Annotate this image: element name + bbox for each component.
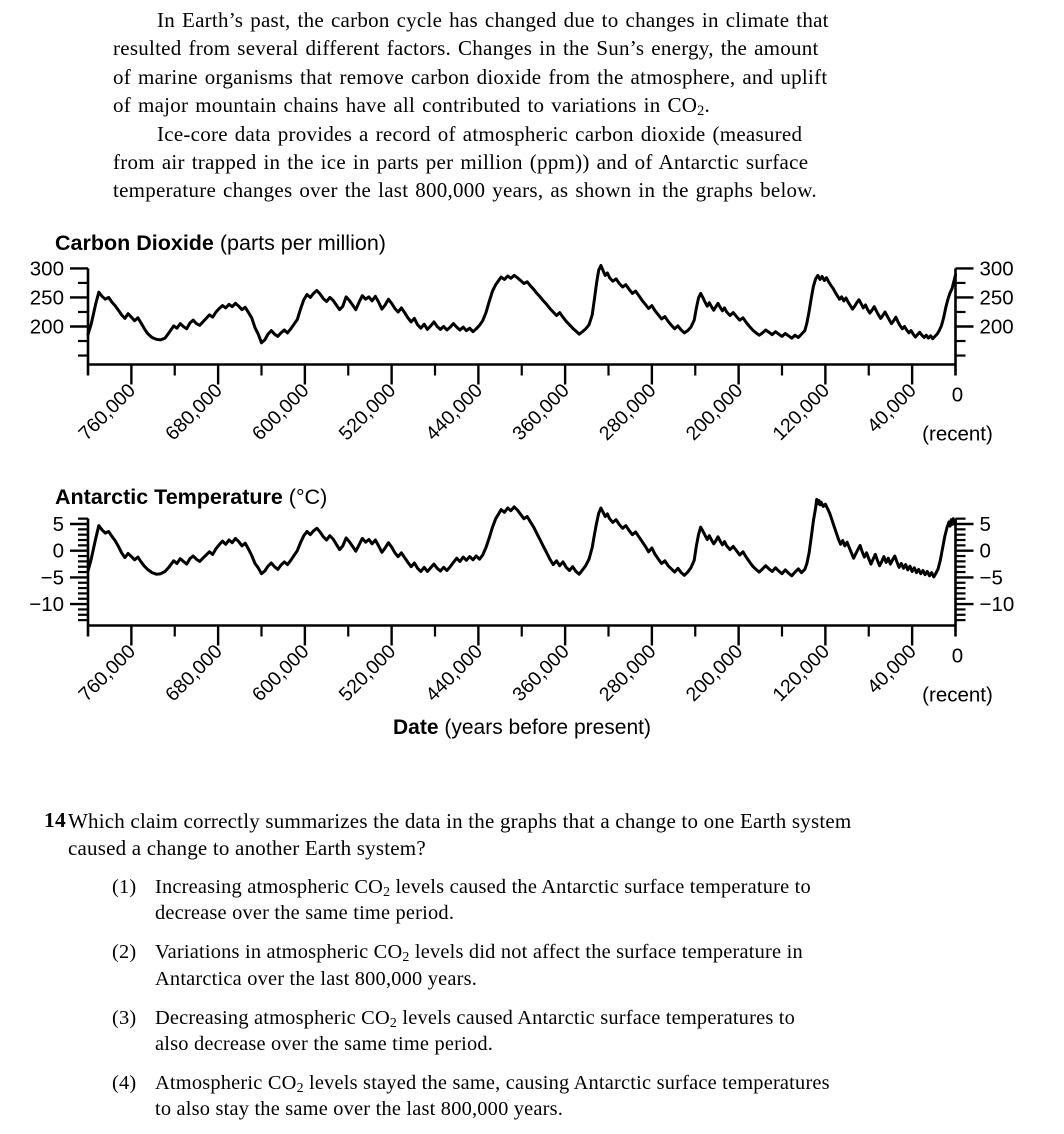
choice-1-number: (1) [112, 876, 137, 898]
co2-xtick-label: 600,000 [248, 379, 314, 445]
temp-xtick-label: 40,000 [862, 640, 921, 699]
temp-ytick-label: 0 [52, 539, 64, 563]
temp-chart-title-bold: Antarctic Temperature [55, 485, 283, 509]
question-14 [44, 808, 1034, 1123]
co2-xtick-label: 680,000 [161, 379, 227, 445]
co2-chart [30, 257, 1014, 445]
choice-1 [112, 874, 1034, 926]
temp-ytick-label-right: 5 [979, 513, 991, 536]
co2-xtick-label: 280,000 [595, 379, 661, 445]
co2-xtick-label: 120,000 [768, 379, 834, 445]
co2-ytick-label: 250 [29, 286, 64, 310]
choice-2 [112, 939, 1034, 991]
intro-paragraph: Ice-core data provides a record of atmospheric carbon dioxide (measured from air trapped in the ice in parts per million (ppm)) and of Antarctic surface temperature changes over the last 800,000 years, as shown in the graphs below. [113, 121, 817, 203]
temp-ytick-label: −10 [29, 593, 64, 617]
temp-xtick-label: 440,000 [421, 640, 487, 706]
temp-ytick-label: −5 [40, 566, 64, 590]
choice-2-number: (2) [112, 941, 137, 964]
co2-chart-title-bold: Carbon Dioxide [55, 231, 214, 255]
x-axis-label-rest: (years before present) [438, 716, 651, 739]
choice-2-text: Variations in atmospheric $CO_2$ levels did not affect the surface temperature in Antarctica over the last 800,000 years. [155, 941, 803, 990]
temp-xtick-label: 760,000 [74, 640, 140, 706]
x-axis-label [88, 716, 956, 740]
temp-ytick-label: 5 [52, 513, 64, 536]
co2-xtick-label: 520,000 [334, 379, 401, 445]
co2-xtick-label: 440,000 [421, 379, 487, 445]
question-text: Which claim correctly summarizes the data in the graphs that a change to one Earth system caused a change to another Earth system? [68, 809, 852, 860]
temp-ytick-label-right: 0 [979, 539, 991, 563]
co2-ytick-label-right: 200 [979, 315, 1014, 339]
temp-curve [88, 499, 956, 577]
temp-xtick-label: 680,000 [161, 640, 227, 706]
temp-recent-label: (recent) [922, 683, 993, 707]
co2-ytick-label: 300 [29, 257, 64, 281]
co2-xtick-label: 360,000 [508, 379, 574, 445]
temp-xtick-label: 280,000 [595, 640, 661, 706]
co2-axis-frame [88, 268, 956, 375]
ice-core-charts [0, 228, 1064, 745]
choice-3-number: (3) [112, 1006, 137, 1029]
temp-chart-title-units: (°C) [282, 485, 328, 509]
choice-1-text: Increasing atmospheric $CO_2$ levels caused the Antarctic surface temperature to decrease over the same time period. [155, 876, 811, 925]
co2-xtick-zero-label: 0 [951, 383, 964, 407]
co2-ytick-label-right: 250 [979, 286, 1014, 310]
temp-axis-frame [88, 519, 956, 637]
intro-passage [113, 6, 928, 205]
co2-xtick-label: 200,000 [681, 379, 748, 445]
temp-ytick-label-right: −10 [979, 593, 1015, 617]
temp-xtick-label: 600,000 [248, 640, 314, 706]
co2-recent-label: (recent) [922, 422, 993, 446]
co2-xtick-label: 760,000 [74, 379, 140, 445]
temp-xtick-label: 520,000 [334, 640, 401, 706]
choice-4 [112, 1070, 1034, 1122]
temp-ytick-label-right: −5 [979, 566, 1003, 590]
choice-3 [112, 1005, 1034, 1057]
choice-4-number: (4) [112, 1072, 137, 1095]
temp-chart [29, 499, 1014, 706]
temp-xtick-label: 120,000 [768, 640, 834, 706]
intro-paragraph: In Earth’s past, the carbon cycle has changed due to changes in climate that resulted from several different factors. Changes in the Sun’s energy, the amount of marine organisms that remove carbon dioxide from the atmosphere, and uplift of major mountain chains have all contributed to variations in $CO_2$. [113, 8, 829, 120]
temp-xtick-label: 360,000 [508, 640, 574, 706]
x-axis-label-bold: Date [393, 716, 439, 739]
co2-ytick-label: 200 [29, 315, 64, 339]
co2-xtick-label: 40,000 [862, 379, 921, 438]
temp-xtick-label: 200,000 [681, 640, 748, 706]
co2-chart-title-units: (parts per million) [213, 231, 386, 255]
question-number: 14 [44, 808, 66, 832]
choice-4-text: Atmospheric $CO_2$ levels stayed the same, causing Antarctic surface temperatures to also stay the same over the last 800,000 years. [155, 1072, 830, 1121]
temp-xtick-zero-label: 0 [951, 644, 964, 668]
co2-ytick-label-right: 300 [979, 257, 1014, 281]
choice-3-text: Decreasing atmospheric $CO_2$ levels caused Antarctic surface temperatures to also decrease over the same time period. [155, 1006, 796, 1056]
co2-curve [88, 266, 956, 343]
